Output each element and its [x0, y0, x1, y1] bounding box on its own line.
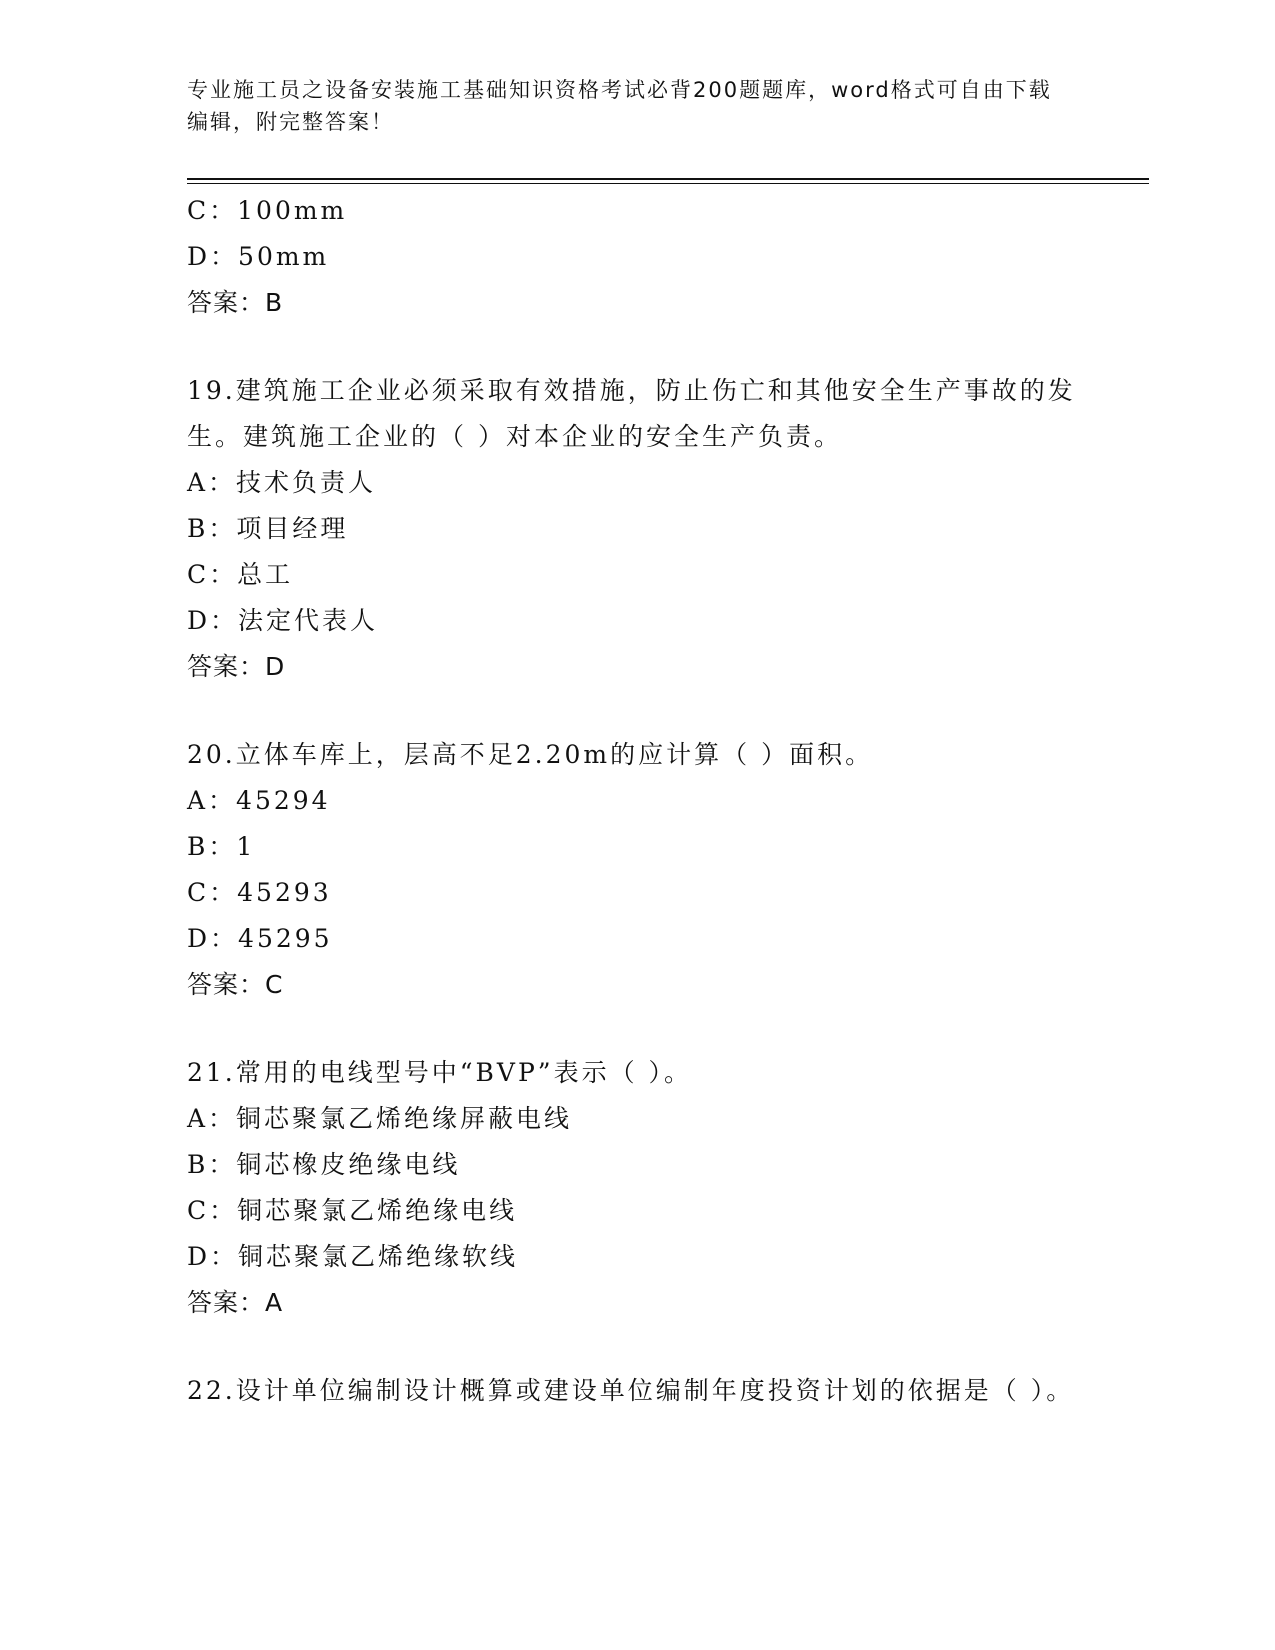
- header-rule-thin: [187, 183, 1149, 184]
- question-stem: 20.立体车库上，层高不足2.20m的应计算（ ）面积。: [187, 740, 874, 769]
- option-d: D：45295: [187, 924, 333, 953]
- answer-line: 答案：C: [187, 970, 284, 999]
- answer-line: 答案：B: [187, 288, 284, 317]
- question-19: [187, 368, 1087, 690]
- option-a: A：45294: [187, 786, 331, 815]
- option-c: C：铜芯聚氯乙烯绝缘电线: [187, 1196, 518, 1225]
- question-stem: 22.设计单位编制设计概算或建设单位编制年度投资计划的依据是（ ）。: [187, 1376, 1075, 1405]
- option-c: C：总工: [187, 560, 294, 589]
- document-body: [187, 188, 1087, 1414]
- option-d: D：铜芯聚氯乙烯绝缘软线: [187, 1242, 519, 1271]
- option-a: A：铜芯聚氯乙烯绝缘屏蔽电线: [187, 1104, 573, 1133]
- option-b: B：1: [187, 832, 256, 861]
- option-b: B：铜芯橡皮绝缘电线: [187, 1150, 461, 1179]
- option-c: C：45293: [187, 878, 332, 907]
- question-18-tail: [187, 188, 1087, 326]
- option-d: D：50mm: [187, 242, 330, 271]
- header-rule-thick: [187, 178, 1149, 180]
- question-stem: 19.建筑施工企业必须采取有效措施，防止伤亡和其他安全生产事故的发生。建筑施工企业的（ ）对本企业的安全生产负责。: [187, 376, 1076, 451]
- answer-line: 答案：D: [187, 652, 286, 681]
- option-b: B：项目经理: [187, 514, 349, 543]
- question-20: [187, 732, 1087, 1008]
- option-d: D：法定代表人: [187, 606, 379, 635]
- question-stem: 21.常用的电线型号中“BVP”表示（ ）。: [187, 1058, 693, 1087]
- question-22: [187, 1368, 1087, 1414]
- option-a: A：技术负责人: [187, 468, 377, 497]
- answer-line: 答案：A: [187, 1288, 284, 1317]
- option-c: C：100mm: [187, 196, 348, 225]
- question-21: [187, 1050, 1087, 1326]
- document-header: 专业施工员之设备安装施工基础知识资格考试必背200题题库，word格式可自由下载编辑，附完整答案！: [187, 78, 1052, 134]
